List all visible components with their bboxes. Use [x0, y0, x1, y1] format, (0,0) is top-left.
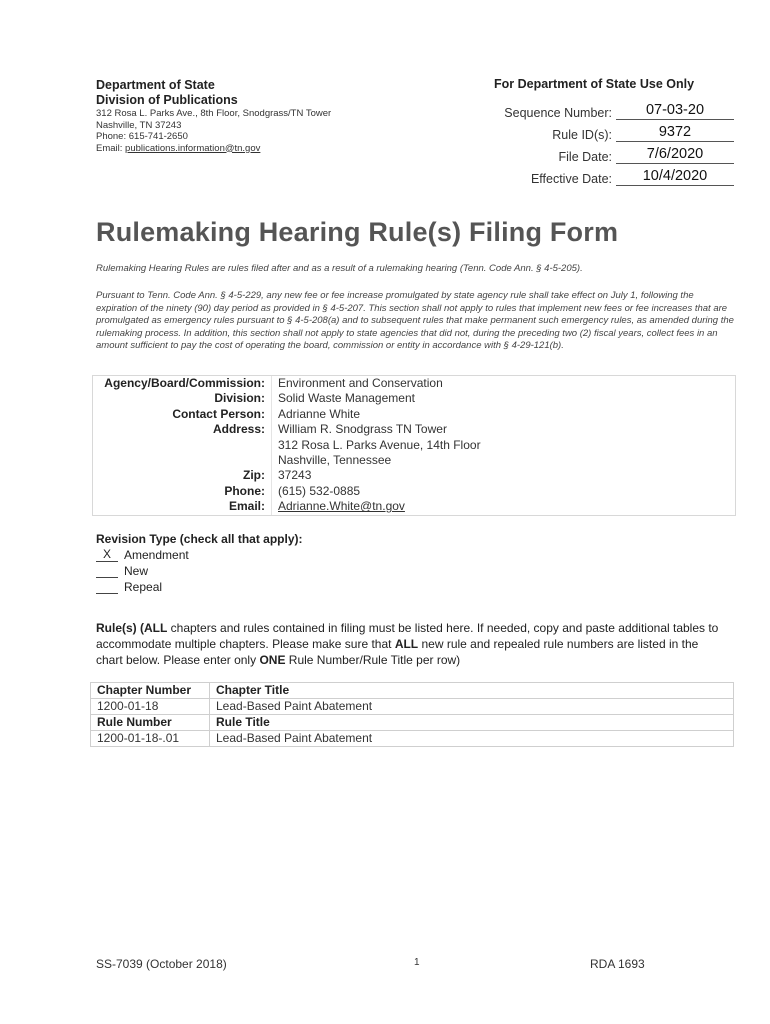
state-use-title: For Department of State Use Only	[494, 77, 695, 91]
address-line-2: 312 Rosa L. Parks Avenue, 14th Floor	[278, 437, 481, 452]
contact-row	[93, 407, 735, 422]
new-checkbox[interactable]	[96, 563, 118, 578]
file-date-value: 7/6/2020	[616, 146, 734, 164]
address-row	[93, 422, 735, 468]
agency-value: Environment and Conservation	[271, 376, 735, 391]
chapter-title-cell: Lead-Based Paint Abatement	[210, 699, 734, 715]
effective-date-row	[494, 164, 734, 186]
rules-heading-text: Rule(s) (	[96, 621, 144, 635]
rules-one-emphasis: ONE	[259, 653, 286, 667]
contact-label: Contact Person:	[172, 406, 265, 421]
chapter-row	[91, 699, 734, 715]
chapter-header-row	[91, 683, 734, 699]
revision-type-heading: Revision Type (check all that apply):	[96, 532, 303, 546]
division-name: Division of Publications	[96, 93, 238, 107]
contact-email-link[interactable]: Adrianne.White@tn.gov	[278, 499, 405, 514]
rule-row	[91, 731, 734, 747]
agency-row	[93, 376, 735, 391]
rule-id-row	[494, 120, 734, 142]
effective-date-value: 10/4/2020	[616, 168, 734, 186]
rule-number-header: Rule Number	[91, 715, 210, 731]
rule-title-cell: Lead-Based Paint Abatement	[210, 731, 734, 747]
address-line-1: William R. Snodgrass TN Tower	[278, 422, 447, 437]
email-value-cell	[271, 499, 735, 514]
publisher-address: 312 Rosa L. Parks Ave., 8th Floor, Snodgrass/TN Tower	[96, 108, 332, 119]
form-id: SS-7039 (October 2018)	[96, 957, 227, 971]
file-date-row	[494, 142, 734, 164]
publisher-email-link[interactable]: publications.information@tn.gov	[125, 142, 261, 154]
effective-date-label: Effective Date:	[530, 172, 612, 186]
revision-option-repeal[interactable]	[96, 579, 303, 595]
sequence-number-value: 07-03-20	[616, 102, 734, 120]
repeal-label: Repeal	[124, 580, 163, 594]
agency-label: Agency/Board/Commission:	[104, 376, 265, 390]
agency-info-table	[92, 375, 736, 516]
zip-row	[93, 468, 735, 483]
fee-paragraph: Pursuant to Tenn. Code Ann. § 4-5-229, any new fee or fee increase promulgated by state agency rule shall take effect on July 1, following the expiration of the ninety (90) day period as provided in § 4-5-207. This section shall not apply to rules that implement new fees or fee increases that are promulgated as emergency rules pursuant to § 4-5-208(a) and to subsequent rules that make permanent such emergency rules, as amended during the rulemaking process. In addition, this section shall not apply to state agencies that did not, during the preceding two (2) fiscal years, collect fees in an amount sufficient to pay the cost of operating the board, commission or entity in accordance with § 4-29-121(b).	[96, 290, 734, 352]
phone-row	[93, 484, 735, 499]
revision-option-new[interactable]	[96, 563, 303, 579]
contact-value: Adrianne White	[271, 407, 735, 422]
rule-title-header: Rule Title	[210, 715, 734, 731]
email-label: Email:	[228, 499, 265, 514]
address-label: Address:	[212, 422, 265, 437]
publisher-block	[96, 78, 426, 154]
rules-text-3: new rule and repealed rule numbers are listed in the chart below. Please enter only	[96, 637, 699, 667]
new-label: New	[124, 564, 149, 578]
revision-type-section	[96, 531, 303, 595]
dept-name: Department of State	[96, 78, 215, 92]
chapter-rule-table	[90, 682, 734, 747]
page-subtitle: Rulemaking Hearing Rules are rules filed after and as a result of a rulemaking hearing (Tenn. Code Ann. § 4-5-205).	[96, 263, 583, 274]
phone-label: Phone:	[224, 483, 265, 498]
division-label: Division:	[214, 391, 265, 406]
address-line-3: Nashville, Tennessee	[278, 453, 392, 468]
revision-option-amendment[interactable]	[96, 547, 303, 563]
sequence-number-label: Sequence Number:	[504, 106, 612, 120]
publisher-email-line	[96, 143, 426, 155]
address-value	[271, 422, 735, 468]
publisher-phone: Phone: 615-741-2650	[96, 131, 188, 142]
page-number: 1	[414, 957, 420, 968]
phone-value: (615) 532-0885	[271, 484, 735, 499]
rules-text-4: Rule Number/Rule Title per row)	[285, 653, 461, 667]
division-row	[93, 391, 735, 406]
rules-text-2: chapters and rules contained in filing must be listed here. If needed, copy and paste additional tables to accommodate multiple chapters. Please make sure that	[96, 621, 719, 651]
rule-header-row	[91, 715, 734, 731]
page-title: Rulemaking Hearing Rule(s) Filing Form	[96, 217, 619, 247]
division-value: Solid Waste Management	[271, 391, 735, 406]
rda-number: RDA 1693	[590, 957, 645, 971]
chapter-number-cell: 1200-01-18	[91, 699, 210, 715]
rule-number-cell: 1200-01-18-.01	[91, 731, 210, 747]
rule-id-value: 9372	[616, 124, 734, 142]
email-row	[93, 499, 735, 514]
sequence-number-row	[494, 98, 734, 120]
amendment-label: Amendment	[124, 548, 189, 562]
publisher-city: Nashville, TN 37243	[96, 119, 182, 131]
publisher-email-label: Email:	[96, 142, 123, 154]
zip-label: Zip:	[243, 468, 265, 483]
zip-value: 37243	[271, 468, 735, 483]
rule-id-label: Rule ID(s):	[552, 128, 612, 142]
state-use-block	[494, 77, 734, 186]
rules-all-emphasis-2: ALL	[394, 637, 419, 651]
chapter-number-header: Chapter Number	[91, 683, 210, 699]
rules-instructions	[96, 620, 726, 668]
rules-all-emphasis-1: ALL	[144, 621, 168, 635]
file-date-label: File Date:	[558, 150, 612, 164]
amendment-checkbox[interactable]: X	[96, 547, 118, 562]
chapter-title-header: Chapter Title	[210, 683, 734, 699]
repeal-checkbox[interactable]	[96, 579, 118, 594]
